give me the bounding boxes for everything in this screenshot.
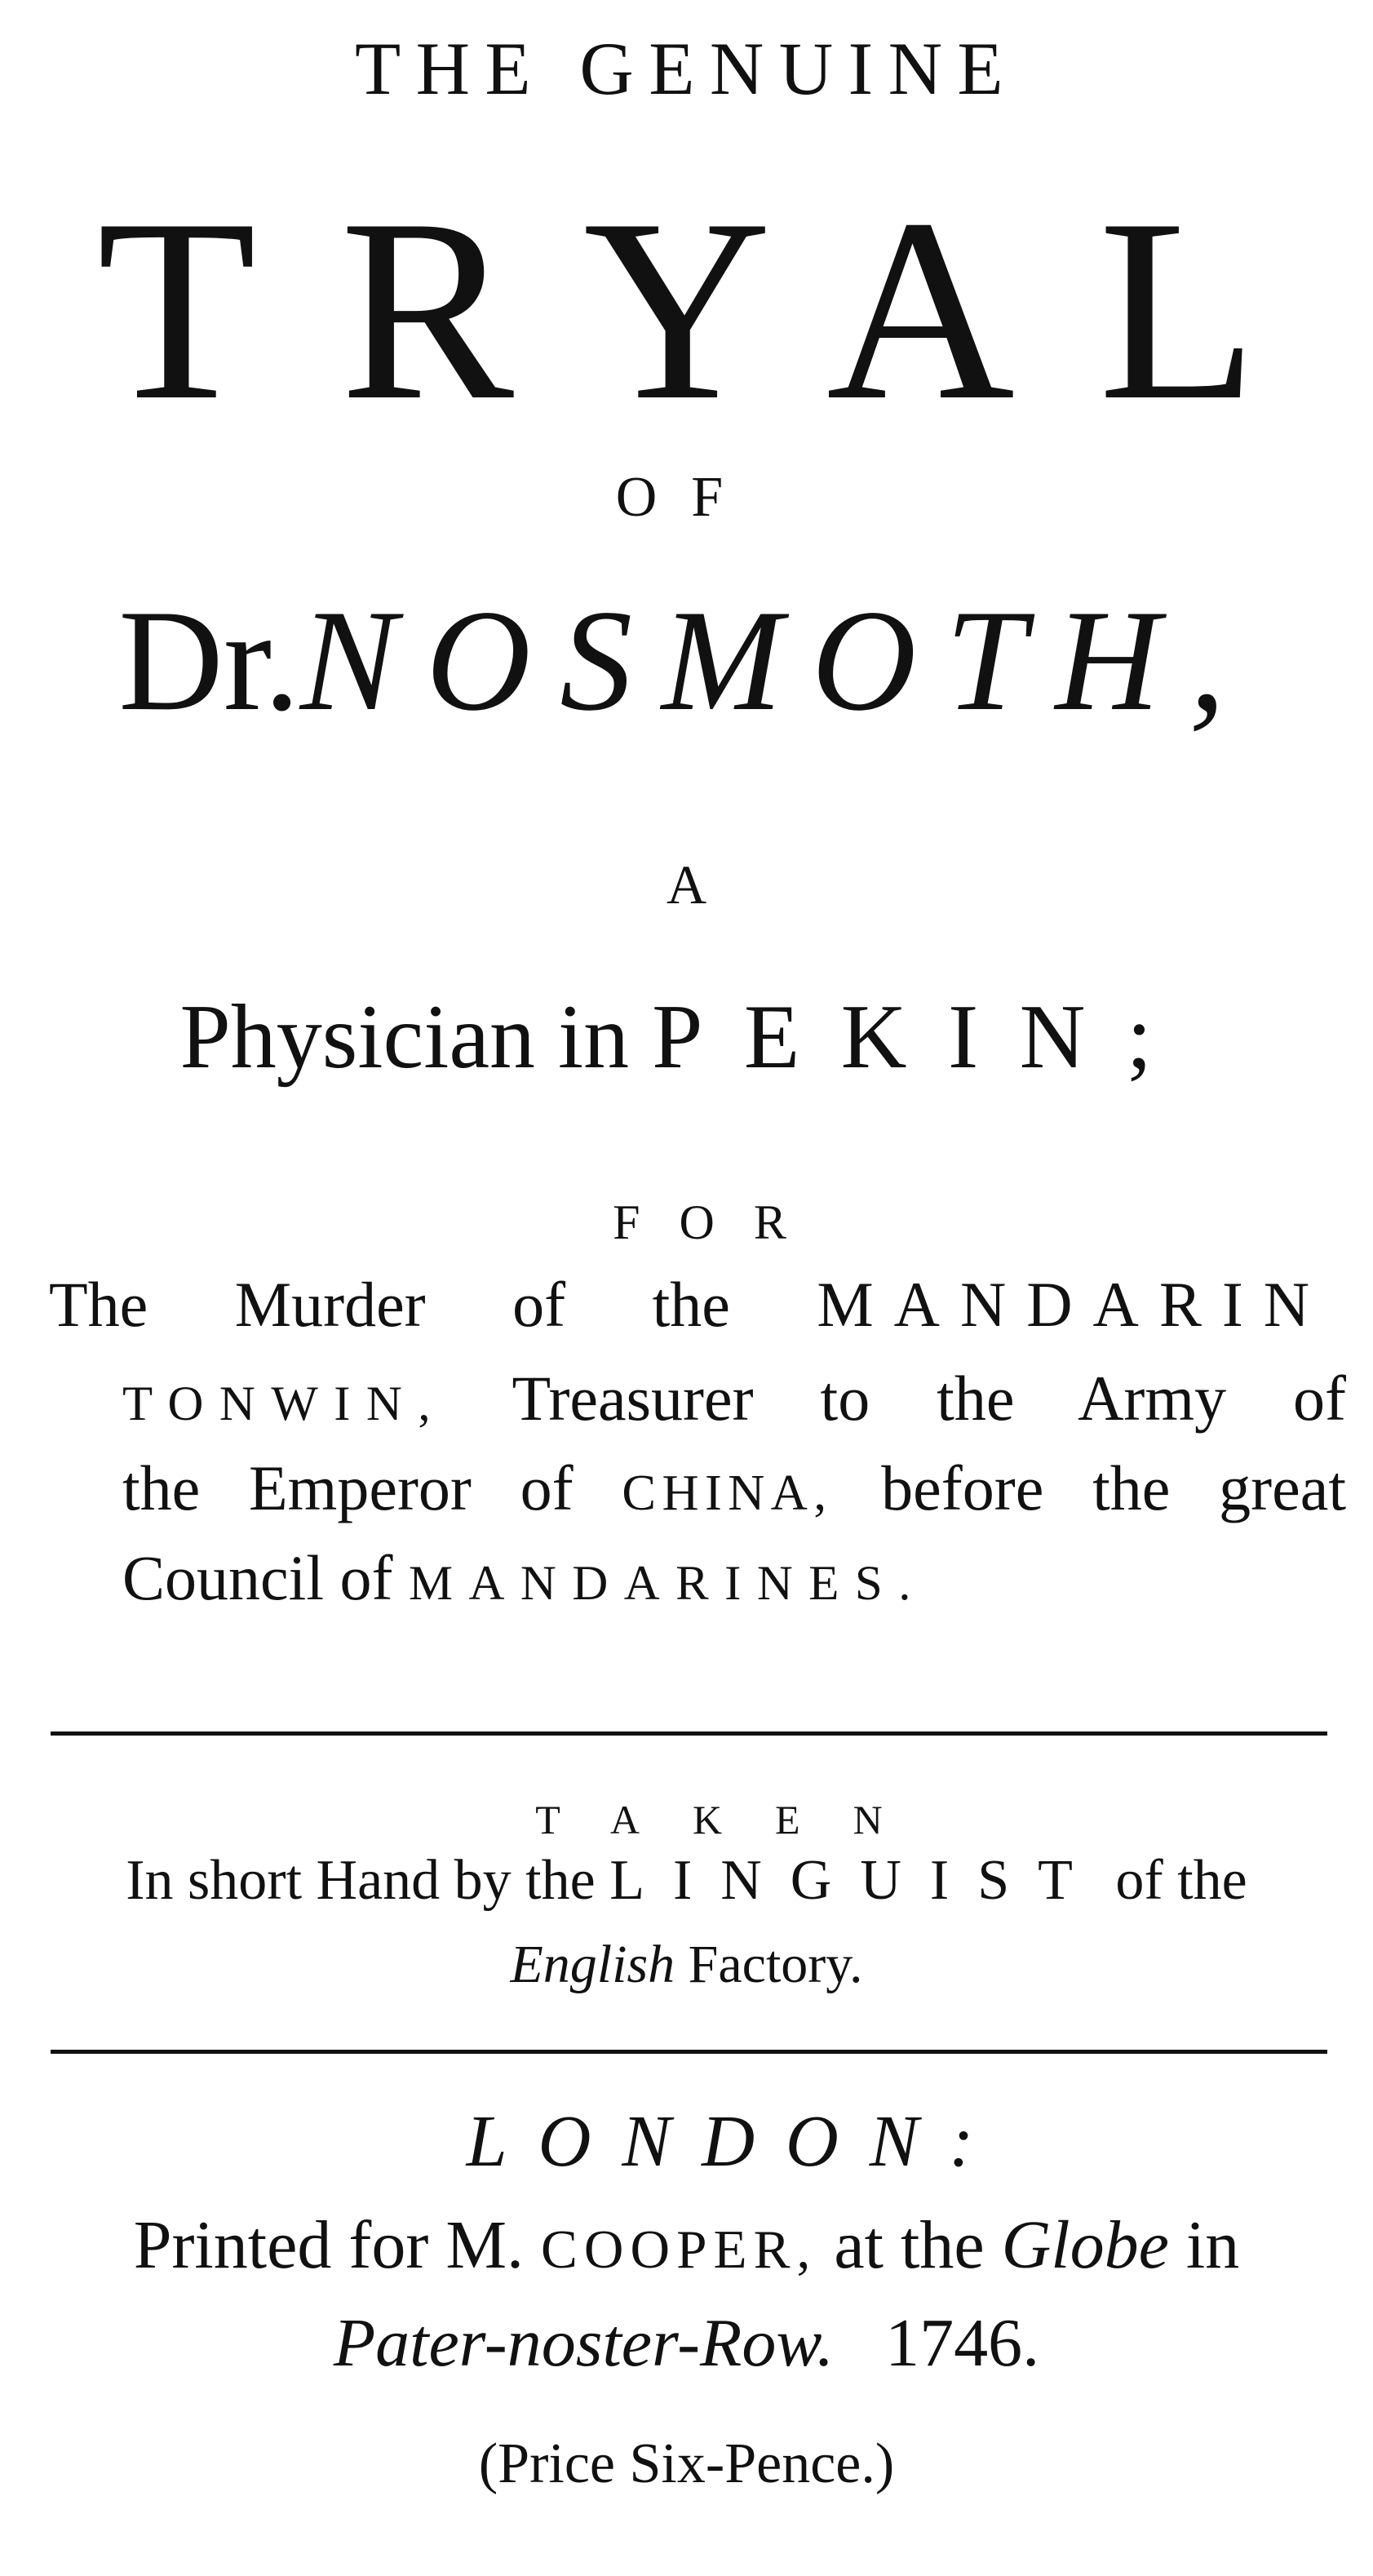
description-mandarines: MANDARINES.	[408, 1556, 927, 1611]
title-physician-prefix: Physician in	[179, 987, 653, 1088]
title-article: A	[666, 853, 707, 916]
imprint-line-2	[0, 2305, 1373, 2381]
title-name-line	[0, 579, 1373, 741]
imprint-street: Pater-noster-Row.	[333, 2305, 835, 2381]
description-tonwin: TONWIN,	[122, 1377, 446, 1431]
divider-rule	[51, 2050, 1327, 2054]
description-line-4-a: Council of	[122, 1542, 409, 1613]
description-line-2	[122, 1363, 1346, 1434]
divider-rule	[51, 1731, 1327, 1736]
taken-english: English	[510, 1935, 675, 1994]
description-line-1	[49, 1269, 1331, 1340]
imprint-city: LONDON:	[466, 2101, 1005, 2182]
description-line-3	[122, 1452, 1346, 1523]
title-for: FOR	[613, 1195, 826, 1249]
description-word-mandarin: MANDARIN	[817, 1269, 1331, 1340]
imprint-cooper: COOPER,	[541, 2219, 817, 2280]
description-word: The	[49, 1269, 148, 1340]
description-word: the	[652, 1269, 730, 1340]
description-line-3-a: the Emperor of	[122, 1452, 622, 1523]
description-word: Murder	[234, 1269, 426, 1340]
title-of: OF	[615, 466, 758, 529]
description-word: of	[512, 1269, 566, 1340]
imprint-year: 1746.	[885, 2305, 1040, 2381]
taken-linguist: LINGUIST	[609, 1849, 1101, 1912]
description-china: CHINA,	[622, 1465, 833, 1521]
imprint-line-1	[0, 2207, 1373, 2283]
taken-line-3	[0, 1935, 1373, 1994]
title-line-genuine: THE GENUINE	[354, 27, 1019, 110]
imprint-at-the: at the	[817, 2207, 1002, 2283]
taken-factory: Factory.	[675, 1935, 863, 1994]
title-physician-line	[0, 987, 1373, 1088]
taken-line-2-a: In short Hand by the	[126, 1849, 610, 1912]
title-main-tryal: TRYAL	[96, 166, 1342, 454]
title-name: NOSMOTH,	[299, 579, 1255, 741]
taken-line-2-b: of the	[1101, 1849, 1247, 1912]
description-line-2-rest: Treasurer to the Army of	[512, 1363, 1346, 1434]
taken-label: TAKEN	[535, 1797, 936, 1842]
taken-line-2	[0, 1849, 1373, 1912]
imprint-in: in	[1168, 2207, 1240, 2283]
price: (Price Six-Pence.)	[478, 2432, 895, 2495]
title-city: PEKIN;	[652, 987, 1194, 1088]
title-name-prefix: Dr.	[118, 579, 300, 741]
description-line-4	[122, 1542, 1346, 1613]
imprint-globe: Globe	[1001, 2207, 1169, 2283]
imprint-printed-for: Printed for M.	[133, 2207, 542, 2283]
description-line-3-b: before the great	[832, 1452, 1346, 1523]
